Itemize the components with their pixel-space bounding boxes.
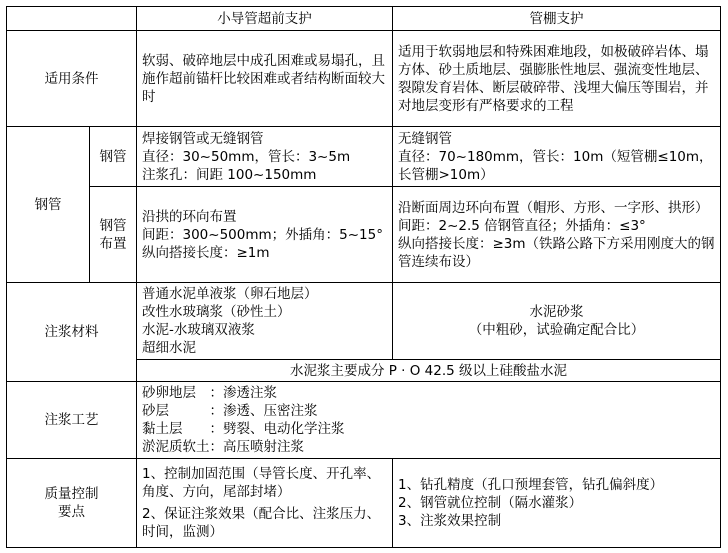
row-grouting-material — [7, 283, 721, 360]
label-quality-control — [7, 459, 137, 548]
quality-small-pipe-item-2: 2、保证注浆效果（配合比、注浆压力、时间，监测） — [142, 506, 381, 540]
header-pipe-roof: 管棚支护 — [393, 7, 721, 31]
label-applicable: 适用条件 — [7, 31, 137, 127]
steel-pipe-roof: 无缝钢管 直径：70~180mm，管长：10m（短管棚≤10m，长管棚>10m） — [393, 127, 721, 187]
layout-roof: 沿断面周边环向布置（帽形、方形、一字形、拱形） 间距：2~2.5 倍钢管直径；外插角：≤3° 纵向搭接长度：≥3m（铁路公路下方采用刚度大的钢管连续布设） — [393, 187, 721, 283]
layout-small: 沿拱的环向布置 间距：300~500mm；外插角：5~15° 纵向搭接长度：≥1m — [137, 187, 393, 283]
row-applicable — [7, 31, 721, 127]
row-steel-pipe-material — [7, 127, 721, 187]
label-quality-control-text: 质量控制要点 — [44, 486, 99, 520]
grouting-material-roof: 水泥砂浆 （中粗砂，试验确定配合比） — [393, 283, 721, 360]
header-small-pipe: 小导管超前支护 — [137, 7, 393, 31]
grouting-material-note: 水泥浆主要成分 P · O 42.5 级以上硅酸盐水泥 — [137, 360, 721, 382]
quality-small-pipe-item-1: 1、控制加固范围（导管长度、开孔率、角度、方向，尾部封堵） — [142, 466, 381, 500]
label-grouting-process: 注浆工艺 — [7, 382, 137, 459]
sublabel-pipe-layout: 钢管布置 — [90, 187, 137, 283]
comparison-table — [6, 6, 721, 548]
label-steel-pipe: 钢管 — [7, 127, 90, 283]
header-blank-cell — [7, 7, 137, 31]
row-quality-control — [7, 459, 721, 548]
applicable-small-pipe: 软弱、破碎地层中成孔困难或易塌孔，且施作超前锚杆比较困难或者结构断面较大时 — [137, 31, 393, 127]
grouting-material-small: 普通水泥单液浆（卵石地层） 改性水玻璃浆（砂性土） 水泥-水玻璃双液浆 超细水泥 — [137, 283, 393, 360]
row-steel-pipe-layout — [7, 187, 721, 283]
header-row — [7, 7, 721, 31]
row-grouting-process — [7, 382, 721, 459]
quality-small-pipe — [137, 459, 393, 548]
applicable-pipe-roof: 适用于软弱地层和特殊困难地段，如极破碎岩体、塌方体、砂土质地层、强膨胀性地层、强流变性地层、 裂隙发育岩体、断层破碎带、浅埋大偏压等围岩，并对地层变形有严格要求的工程 — [393, 31, 721, 127]
label-grouting-material: 注浆材料 — [7, 283, 137, 382]
grouting-process-content: 砂卵地层 ：渗透注浆 砂层 ：渗透、压密注浆 黏土层 ：劈裂、电动化学注浆 淤泥质软土：高压喷射注浆 — [137, 382, 721, 459]
sublabel-steel-pipe: 钢管 — [90, 127, 137, 187]
steel-pipe-small: 焊接钢管或无缝钢管 直径：30~50mm，管长：3~5m 注浆孔：间距 100~150mm — [137, 127, 393, 187]
quality-pipe-roof: 1、钻孔精度（孔口预埋套管，钻孔偏斜度） 2、钢管就位控制（隔水灌浆） 3、注浆效果控制 — [393, 459, 721, 548]
